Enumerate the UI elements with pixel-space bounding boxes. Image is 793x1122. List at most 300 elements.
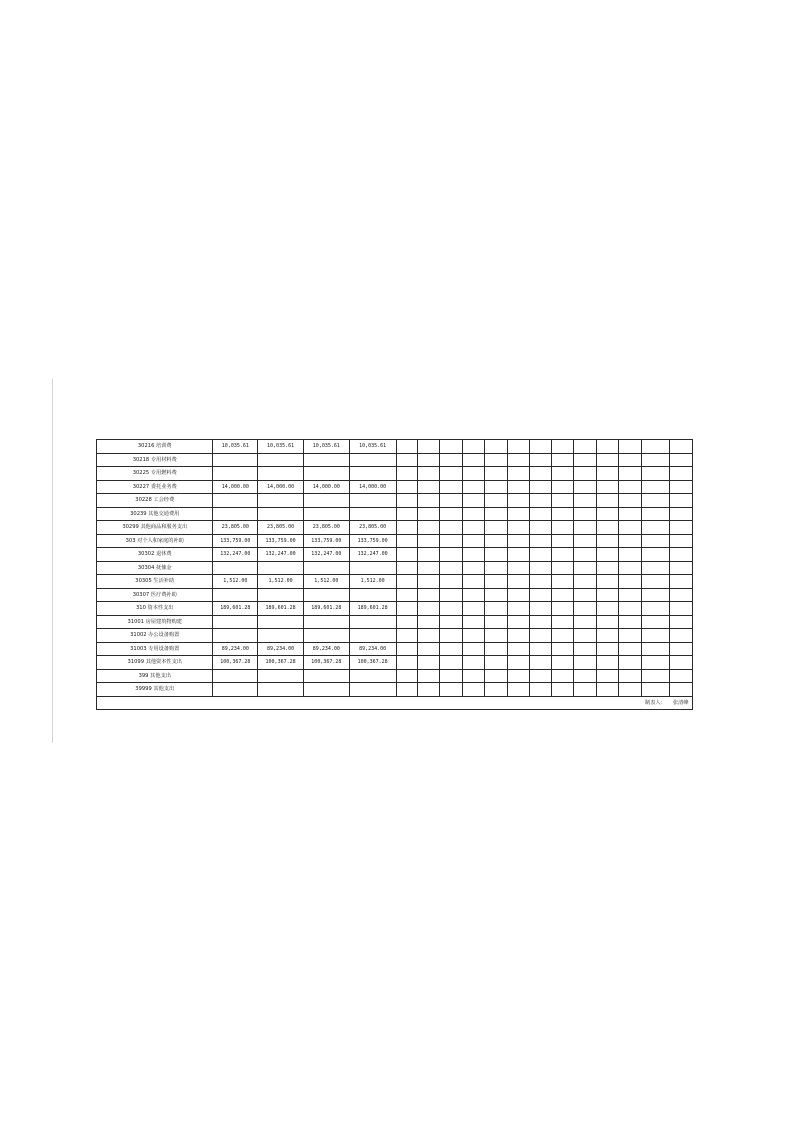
empty-cell: [574, 480, 597, 494]
amount-cell: 1,512.00: [303, 575, 349, 589]
empty-cell: [641, 575, 669, 589]
empty-cell: [641, 602, 669, 616]
empty-cell: [440, 561, 463, 575]
amount-cell: 133,759.00: [213, 534, 258, 548]
amount-cell: 132,247.00: [349, 548, 396, 562]
empty-cell: [597, 615, 619, 629]
empty-cell: [574, 669, 597, 683]
empty-cell: [484, 507, 507, 521]
row-label: 310 资本性支出: [97, 602, 213, 616]
amount-cell: 132,247.00: [258, 548, 304, 562]
row-label: 30299 其他商品和服务支出: [97, 521, 213, 535]
amount-cell: [213, 494, 258, 508]
empty-cell: [484, 480, 507, 494]
row-label: 30227 委托业务费: [97, 480, 213, 494]
empty-cell: [463, 467, 485, 481]
empty-cell: [669, 453, 692, 467]
amount-cell: 14,000.00: [258, 480, 304, 494]
empty-cell: [619, 629, 642, 643]
empty-cell: [507, 494, 529, 508]
empty-cell: [529, 561, 552, 575]
empty-cell: [619, 656, 642, 670]
empty-cell: [597, 669, 619, 683]
empty-cell: [463, 548, 485, 562]
empty-cell: [418, 615, 440, 629]
table-row: [97, 575, 693, 589]
empty-cell: [529, 683, 552, 697]
empty-cell: [597, 494, 619, 508]
empty-cell: [574, 656, 597, 670]
row-label: 30304 抚恤金: [97, 561, 213, 575]
table-row: [97, 467, 693, 481]
footer-blank: [97, 696, 642, 710]
empty-cell: [507, 561, 529, 575]
amount-cell: [258, 507, 304, 521]
budget-table: [96, 439, 693, 710]
amount-cell: [258, 588, 304, 602]
empty-cell: [463, 453, 485, 467]
empty-cell: [418, 669, 440, 683]
empty-cell: [418, 534, 440, 548]
amount-cell: [349, 615, 396, 629]
amount-cell: 189,601.28: [258, 602, 304, 616]
empty-cell: [641, 642, 669, 656]
amount-cell: 10,035.61: [303, 440, 349, 454]
amount-cell: 14,000.00: [303, 480, 349, 494]
empty-cell: [597, 602, 619, 616]
empty-cell: [418, 629, 440, 643]
empty-cell: [440, 534, 463, 548]
row-label: 30228 工会经费: [97, 494, 213, 508]
amount-cell: [258, 453, 304, 467]
row-label: 31003 专用设备购置: [97, 642, 213, 656]
empty-cell: [619, 642, 642, 656]
empty-cell: [396, 440, 418, 454]
empty-cell: [484, 629, 507, 643]
empty-cell: [463, 575, 485, 589]
empty-cell: [507, 615, 529, 629]
amount-cell: [303, 494, 349, 508]
empty-cell: [597, 656, 619, 670]
empty-cell: [619, 453, 642, 467]
amount-cell: [213, 453, 258, 467]
empty-cell: [418, 494, 440, 508]
empty-cell: [507, 521, 529, 535]
empty-cell: [507, 548, 529, 562]
empty-cell: [529, 453, 552, 467]
empty-cell: [552, 575, 574, 589]
empty-cell: [597, 683, 619, 697]
empty-cell: [440, 575, 463, 589]
empty-cell: [507, 575, 529, 589]
empty-cell: [669, 629, 692, 643]
empty-cell: [396, 642, 418, 656]
empty-cell: [507, 642, 529, 656]
empty-cell: [641, 683, 669, 697]
amount-cell: [303, 629, 349, 643]
amount-cell: 132,247.00: [213, 548, 258, 562]
amount-cell: [349, 629, 396, 643]
amount-cell: [213, 588, 258, 602]
empty-cell: [669, 615, 692, 629]
empty-cell: [597, 561, 619, 575]
empty-cell: [641, 548, 669, 562]
empty-cell: [641, 494, 669, 508]
empty-cell: [669, 521, 692, 535]
empty-cell: [507, 629, 529, 643]
empty-cell: [574, 507, 597, 521]
empty-cell: [641, 561, 669, 575]
empty-cell: [440, 494, 463, 508]
empty-cell: [463, 629, 485, 643]
empty-cell: [484, 453, 507, 467]
amount-cell: [213, 683, 258, 697]
empty-cell: [529, 521, 552, 535]
empty-cell: [619, 548, 642, 562]
empty-cell: [619, 602, 642, 616]
empty-cell: [418, 521, 440, 535]
empty-cell: [669, 561, 692, 575]
empty-cell: [418, 588, 440, 602]
empty-cell: [552, 615, 574, 629]
empty-cell: [440, 453, 463, 467]
amount-cell: [349, 494, 396, 508]
amount-cell: 14,000.00: [349, 480, 396, 494]
empty-cell: [529, 575, 552, 589]
empty-cell: [418, 453, 440, 467]
amount-cell: [258, 561, 304, 575]
empty-cell: [440, 602, 463, 616]
empty-cell: [463, 507, 485, 521]
empty-cell: [418, 507, 440, 521]
amount-cell: [213, 615, 258, 629]
empty-cell: [507, 602, 529, 616]
empty-cell: [574, 494, 597, 508]
empty-cell: [619, 507, 642, 521]
table-row: [97, 629, 693, 643]
empty-cell: [396, 615, 418, 629]
amount-cell: [303, 453, 349, 467]
empty-cell: [641, 669, 669, 683]
empty-cell: [574, 642, 597, 656]
empty-cell: [484, 669, 507, 683]
empty-cell: [396, 494, 418, 508]
row-label: 31099 其他资本性支出: [97, 656, 213, 670]
empty-cell: [641, 521, 669, 535]
empty-cell: [529, 615, 552, 629]
empty-cell: [552, 629, 574, 643]
amount-cell: [213, 629, 258, 643]
empty-cell: [574, 615, 597, 629]
empty-cell: [597, 467, 619, 481]
amount-cell: 132,247.00: [303, 548, 349, 562]
amount-cell: 189,601.28: [213, 602, 258, 616]
row-label: 30218 专用材料费: [97, 453, 213, 467]
empty-cell: [574, 629, 597, 643]
empty-cell: [669, 494, 692, 508]
empty-cell: [619, 561, 642, 575]
row-label: 30302 退休费: [97, 548, 213, 562]
empty-cell: [484, 494, 507, 508]
empty-cell: [507, 453, 529, 467]
empty-cell: [597, 588, 619, 602]
empty-cell: [669, 642, 692, 656]
amount-cell: 89,234.00: [213, 642, 258, 656]
empty-cell: [507, 683, 529, 697]
empty-cell: [507, 440, 529, 454]
empty-cell: [669, 656, 692, 670]
empty-cell: [440, 507, 463, 521]
table-row: [97, 615, 693, 629]
table-row: [97, 561, 693, 575]
footer-row: [97, 696, 693, 710]
empty-cell: [418, 602, 440, 616]
empty-cell: [529, 669, 552, 683]
empty-cell: [619, 521, 642, 535]
amount-cell: [303, 669, 349, 683]
empty-cell: [552, 467, 574, 481]
empty-cell: [641, 507, 669, 521]
amount-cell: 23,805.00: [349, 521, 396, 535]
empty-cell: [484, 561, 507, 575]
amount-cell: 189,601.28: [303, 602, 349, 616]
empty-cell: [484, 683, 507, 697]
empty-cell: [669, 467, 692, 481]
table-row: [97, 534, 693, 548]
empty-cell: [529, 480, 552, 494]
table-row: [97, 453, 693, 467]
empty-cell: [463, 669, 485, 683]
amount-cell: 1,512.00: [349, 575, 396, 589]
amount-cell: [258, 494, 304, 508]
amount-cell: [213, 507, 258, 521]
empty-cell: [641, 467, 669, 481]
empty-cell: [463, 588, 485, 602]
empty-cell: [396, 507, 418, 521]
empty-cell: [641, 440, 669, 454]
row-label: 30239 其他交通费用: [97, 507, 213, 521]
empty-cell: [463, 683, 485, 697]
empty-cell: [396, 521, 418, 535]
table-body: [97, 440, 693, 710]
empty-cell: [574, 521, 597, 535]
empty-cell: [396, 534, 418, 548]
empty-cell: [574, 453, 597, 467]
empty-cell: [440, 656, 463, 670]
empty-cell: [574, 548, 597, 562]
empty-cell: [529, 507, 552, 521]
empty-cell: [597, 507, 619, 521]
empty-cell: [507, 467, 529, 481]
amount-cell: 189,601.28: [349, 602, 396, 616]
empty-cell: [619, 669, 642, 683]
amount-cell: 100,367.28: [213, 656, 258, 670]
table-row: [97, 669, 693, 683]
amount-cell: [349, 453, 396, 467]
empty-cell: [396, 602, 418, 616]
empty-cell: [396, 548, 418, 562]
row-label: 30216 培训费: [97, 440, 213, 454]
empty-cell: [529, 467, 552, 481]
empty-cell: [552, 494, 574, 508]
empty-cell: [574, 683, 597, 697]
amount-cell: 23,805.00: [213, 521, 258, 535]
amount-cell: 100,367.28: [303, 656, 349, 670]
empty-cell: [418, 548, 440, 562]
empty-cell: [484, 656, 507, 670]
empty-cell: [463, 480, 485, 494]
empty-cell: [529, 534, 552, 548]
empty-cell: [396, 480, 418, 494]
amount-cell: [303, 467, 349, 481]
preparer-name: 张清峰: [669, 696, 692, 710]
table-row: [97, 440, 693, 454]
empty-cell: [597, 548, 619, 562]
empty-cell: [574, 467, 597, 481]
empty-cell: [484, 548, 507, 562]
empty-cell: [507, 588, 529, 602]
empty-cell: [463, 440, 485, 454]
empty-cell: [440, 615, 463, 629]
empty-cell: [552, 507, 574, 521]
amount-cell: [213, 669, 258, 683]
empty-cell: [396, 656, 418, 670]
amount-cell: [349, 669, 396, 683]
empty-cell: [440, 669, 463, 683]
empty-cell: [529, 642, 552, 656]
empty-cell: [669, 548, 692, 562]
empty-cell: [597, 453, 619, 467]
empty-cell: [529, 629, 552, 643]
empty-cell: [418, 467, 440, 481]
empty-cell: [484, 521, 507, 535]
empty-cell: [529, 656, 552, 670]
row-label: 39999 其他支出: [97, 683, 213, 697]
amount-cell: [349, 588, 396, 602]
empty-cell: [418, 480, 440, 494]
empty-cell: [507, 534, 529, 548]
empty-cell: [463, 521, 485, 535]
empty-cell: [574, 602, 597, 616]
amount-cell: [258, 467, 304, 481]
empty-cell: [396, 588, 418, 602]
empty-cell: [463, 642, 485, 656]
empty-cell: [641, 534, 669, 548]
empty-cell: [396, 453, 418, 467]
empty-cell: [574, 561, 597, 575]
table-row: [97, 521, 693, 535]
empty-cell: [440, 588, 463, 602]
empty-cell: [552, 534, 574, 548]
empty-cell: [552, 440, 574, 454]
amount-cell: 1,512.00: [258, 575, 304, 589]
empty-cell: [669, 683, 692, 697]
empty-cell: [440, 548, 463, 562]
empty-cell: [463, 615, 485, 629]
table-row: [97, 480, 693, 494]
amount-cell: 133,759.00: [258, 534, 304, 548]
empty-cell: [396, 683, 418, 697]
amount-cell: [303, 561, 349, 575]
table-row: [97, 588, 693, 602]
empty-cell: [552, 548, 574, 562]
empty-cell: [484, 440, 507, 454]
amount-cell: [213, 561, 258, 575]
empty-cell: [574, 534, 597, 548]
table-row: [97, 683, 693, 697]
preparer-label: 制表人：: [641, 696, 669, 710]
table-row: [97, 642, 693, 656]
empty-cell: [641, 629, 669, 643]
empty-cell: [552, 683, 574, 697]
empty-cell: [463, 656, 485, 670]
empty-cell: [597, 521, 619, 535]
empty-cell: [597, 575, 619, 589]
empty-cell: [669, 588, 692, 602]
amount-cell: 23,805.00: [303, 521, 349, 535]
empty-cell: [669, 507, 692, 521]
empty-cell: [552, 642, 574, 656]
empty-cell: [463, 494, 485, 508]
empty-cell: [418, 683, 440, 697]
empty-cell: [529, 494, 552, 508]
empty-cell: [669, 440, 692, 454]
empty-cell: [440, 642, 463, 656]
empty-cell: [597, 440, 619, 454]
amount-cell: 133,759.00: [303, 534, 349, 548]
empty-cell: [507, 656, 529, 670]
empty-cell: [641, 453, 669, 467]
empty-cell: [484, 534, 507, 548]
amount-cell: 100,367.28: [258, 656, 304, 670]
empty-cell: [669, 534, 692, 548]
table-row: [97, 656, 693, 670]
empty-cell: [552, 561, 574, 575]
empty-cell: [396, 669, 418, 683]
empty-cell: [507, 480, 529, 494]
empty-cell: [552, 588, 574, 602]
amount-cell: [303, 615, 349, 629]
empty-cell: [507, 669, 529, 683]
amount-cell: 10,035.61: [349, 440, 396, 454]
empty-cell: [641, 656, 669, 670]
amount-cell: 10,035.61: [258, 440, 304, 454]
empty-cell: [669, 602, 692, 616]
empty-cell: [619, 575, 642, 589]
empty-cell: [484, 615, 507, 629]
page-margin-line: [52, 379, 53, 743]
amount-cell: 89,234.00: [303, 642, 349, 656]
amount-cell: 14,000.00: [213, 480, 258, 494]
empty-cell: [418, 642, 440, 656]
row-label: 31001 房屋建筑物购建: [97, 615, 213, 629]
empty-cell: [619, 683, 642, 697]
empty-cell: [418, 575, 440, 589]
empty-cell: [574, 440, 597, 454]
empty-cell: [619, 534, 642, 548]
empty-cell: [619, 588, 642, 602]
empty-cell: [529, 588, 552, 602]
amount-cell: [303, 507, 349, 521]
empty-cell: [552, 602, 574, 616]
empty-cell: [463, 602, 485, 616]
empty-cell: [529, 602, 552, 616]
amount-cell: [213, 467, 258, 481]
empty-cell: [641, 615, 669, 629]
empty-cell: [552, 669, 574, 683]
empty-cell: [418, 561, 440, 575]
empty-cell: [529, 440, 552, 454]
